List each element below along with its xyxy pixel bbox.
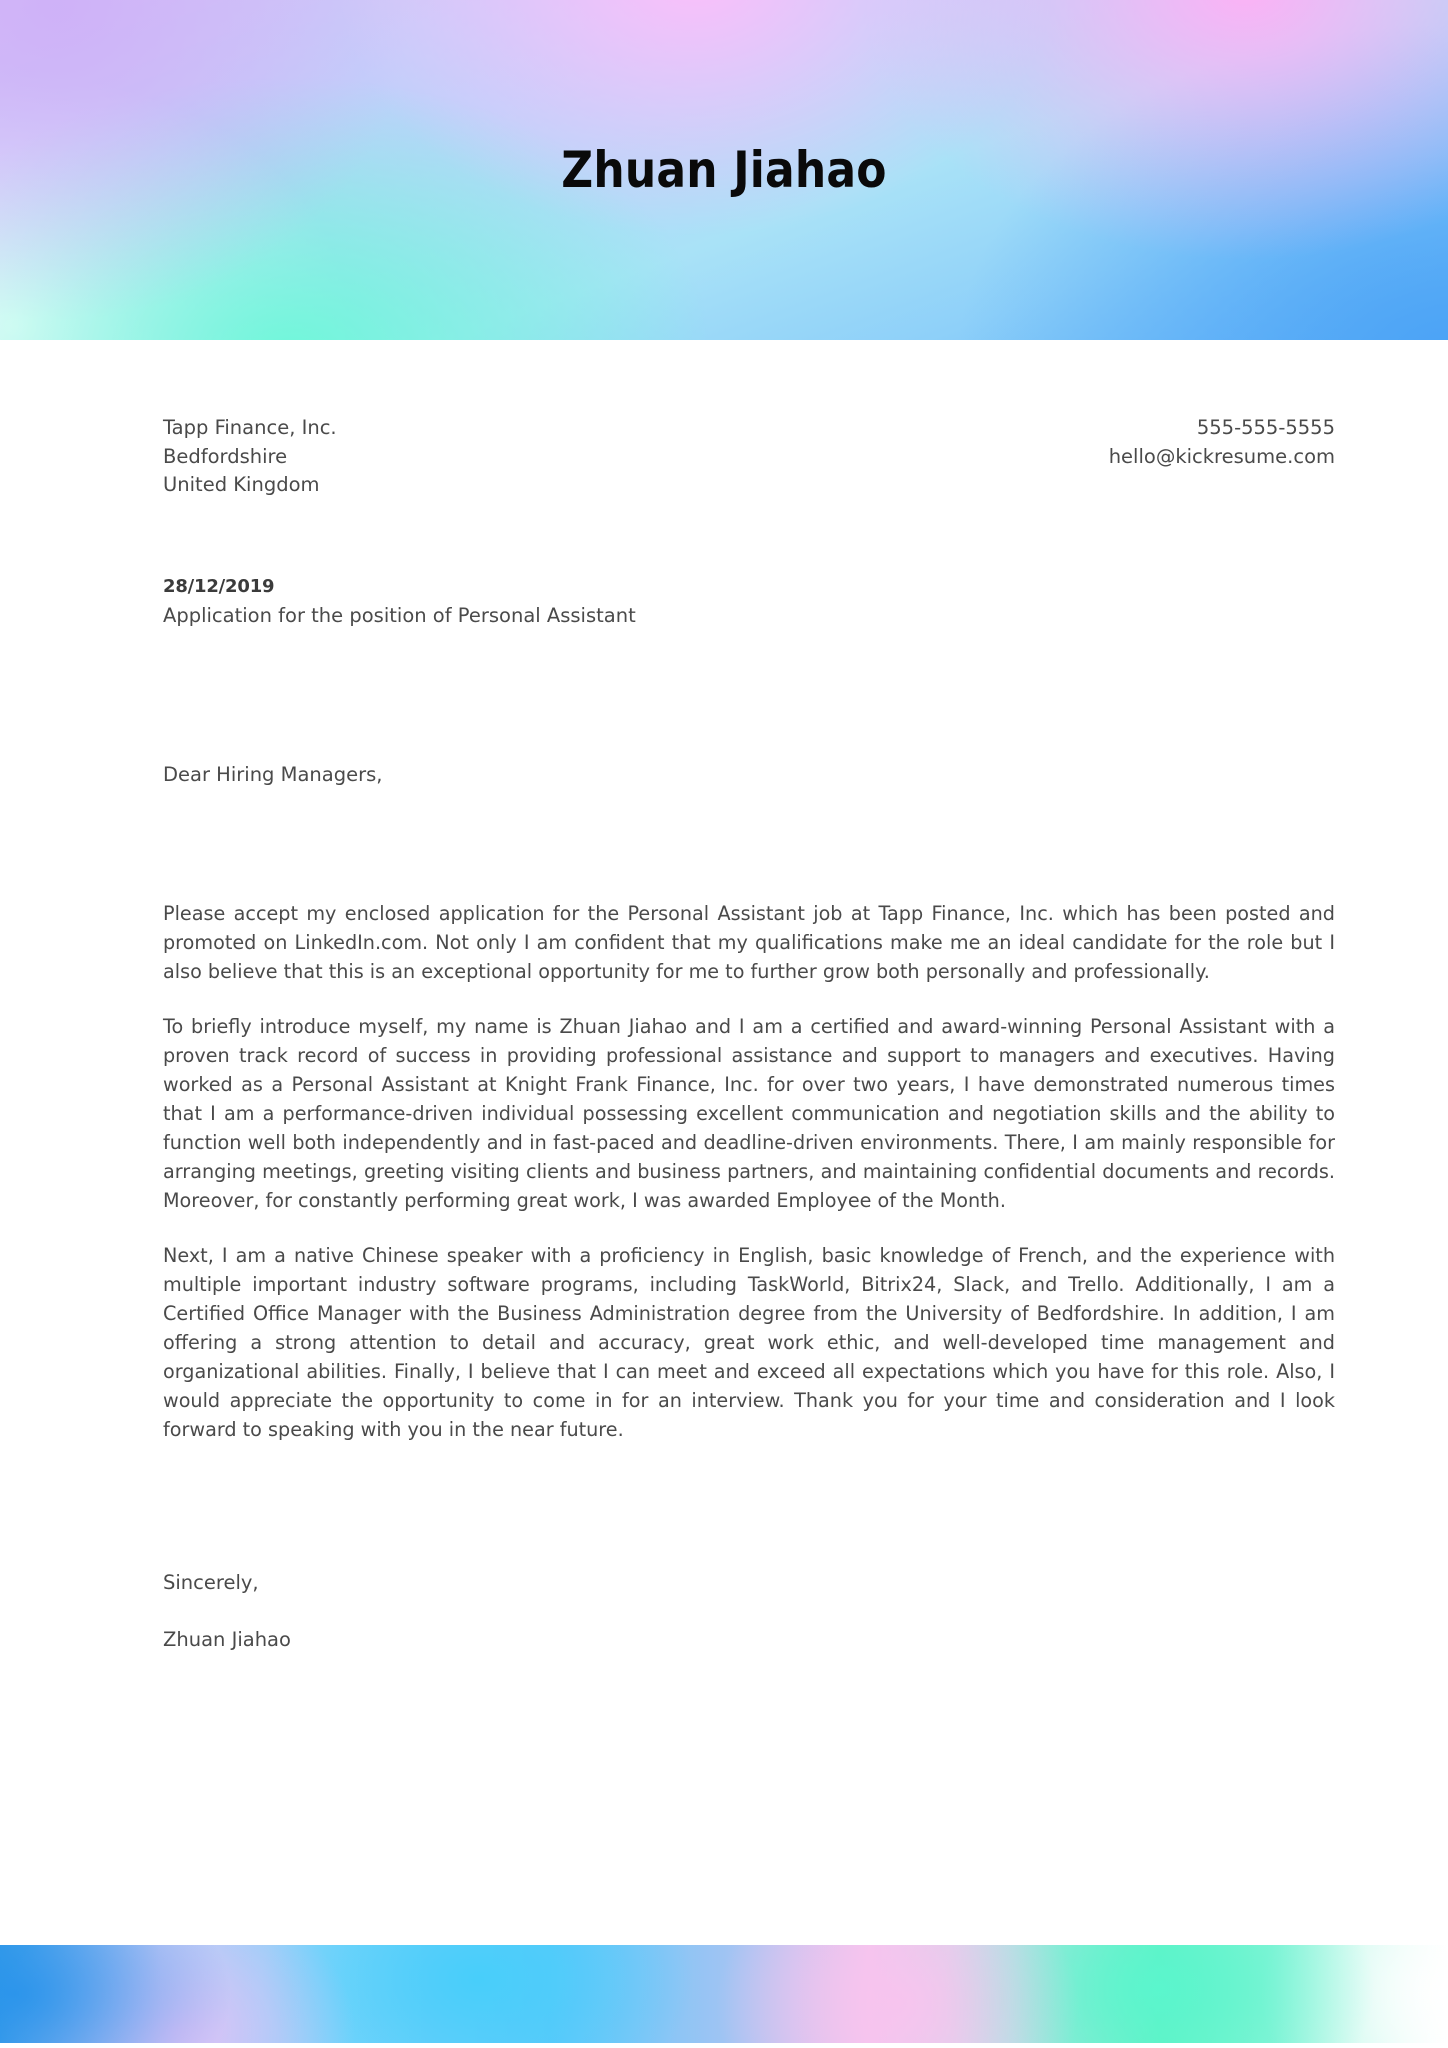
contact-phone: 555-555-5555 xyxy=(1196,416,1335,439)
recipient-city: Bedfordshire xyxy=(163,444,288,468)
body-paragraph-2: To briefly introduce myself, my name is Zhuan Jiahao and I am a certified and award-winning Personal Assistant with a proven track record of success in providing professional assistance and support to managers and executives. Having worked as a Personal Assistant at Knight Frank Finance, Inc. for over two years, I have demonstrated numerous times that I am a performance-driven individual possessing excellent communication and negotiation skills and the ability to function well both independently and in fast-paced and deadline-driven environments. There, I am mainly responsible for arranging meetings, greeting visiting clients and business partners, and maintaining confidential documents and records. Moreover, for constantly performing great work, I was awarded Employee of the Month. xyxy=(163,1014,1335,1212)
address-contact-row xyxy=(163,414,1335,500)
letter-subject: Application for the position of Personal Assistant xyxy=(163,603,636,627)
footer-gradient-band xyxy=(0,1945,1448,2043)
letter-salutation: Dear Hiring Managers, xyxy=(163,762,383,786)
contact-email[interactable]: hello@kickresume.com xyxy=(1108,444,1335,468)
document-body xyxy=(163,340,1335,1654)
page-title-candidate-name: Zhuan Jiahao xyxy=(561,141,887,199)
letter-meta-block xyxy=(163,574,1335,630)
sender-contact-block xyxy=(1109,414,1335,471)
recipient-address-block xyxy=(163,414,337,500)
recipient-country: United Kingdom xyxy=(163,473,320,496)
letter-closing-block xyxy=(163,1569,1335,1654)
letter-date: 28/12/2019 xyxy=(163,575,275,597)
header-gradient-band xyxy=(0,0,1448,340)
recipient-company: Tapp Finance, Inc. xyxy=(163,416,337,439)
closing-signature-name: Zhuan Jiahao xyxy=(163,1627,291,1651)
letter-body-paragraphs xyxy=(163,899,1335,1444)
closing-valediction: Sincerely, xyxy=(163,1570,259,1594)
body-paragraph-3: Next, I am a native Chinese speaker with a proficiency in English, basic knowledge of French, and the experience with multiple important industry software programs, including TaskWorld, Bitrix24, Slack, and Trello. Additionally, I am a Certified Office Manager with the Business Administration degree from the University of Bedfordshire. In addition, I am offering a strong attention to detail and accuracy, great work ethic, and well-developed time management and organizational abilities. Finally, I believe that I can meet and exceed all expectations which you have for this role. Also, I would appreciate the opportunity to come in for an interview. Thank you for your time and consideration and I look forward to speaking with you in the near future. xyxy=(163,1243,1335,1441)
body-paragraph-1: Please accept my enclosed application for the Personal Assistant job at Tapp Finance, Inc. which has been posted and promoted on LinkedIn.com. Not only I am confident that my qualifications make me an ideal candidate for the role but I also believe that this is an exceptional opportunity for me to further grow both personally and professionally. xyxy=(163,901,1335,983)
